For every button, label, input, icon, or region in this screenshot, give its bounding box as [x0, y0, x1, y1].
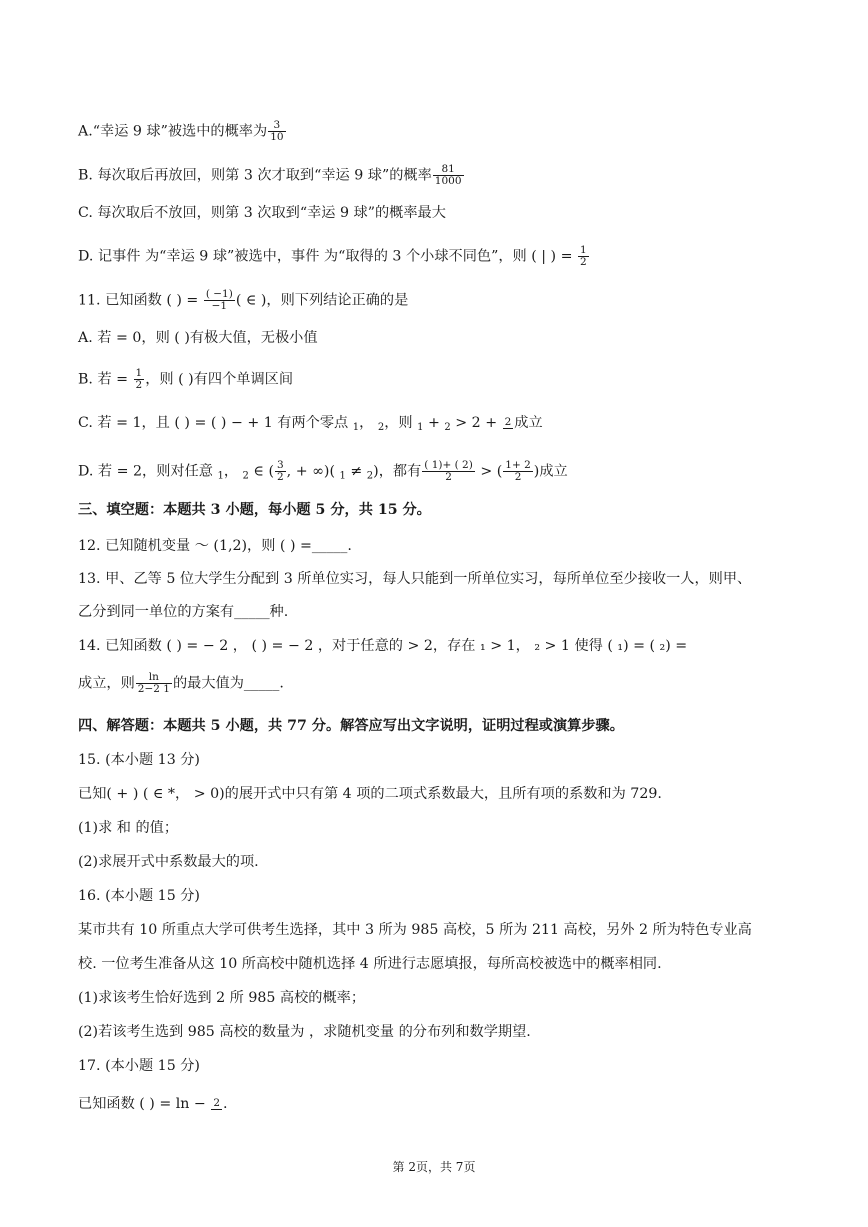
text: ≠	[345, 463, 367, 480]
q11-option-d	[78, 460, 568, 487]
text: )，都有	[373, 463, 422, 480]
q11-option-a	[78, 328, 318, 348]
text: 已知函数 ( ) = ln −	[78, 1096, 211, 1112]
text: , + ∞)(	[286, 463, 340, 480]
q16-line2: 校. 一位考生准备从这 10 所高校中随机选择 4 所进行志愿填报，每所高校被选中的概率相同.	[78, 956, 662, 972]
q11-stem-text: 11. 已知函数 ( ) =	[78, 292, 203, 309]
q14-line1: 14. 已知函数 ( ) = − 2 ， ( ) = − 2 ，对于任意的 > 2，存在 ₁ > 1， ₂ > 1 使得 ( ₁) = ( ₂) =	[78, 638, 688, 654]
subscript: 1	[339, 470, 346, 482]
q11-option-b-text: B. 若 =	[78, 371, 133, 388]
text: +	[423, 415, 445, 431]
q11-option-c	[78, 413, 543, 438]
q11-option-b-tail: ，则 ( )有四个单调区间	[145, 371, 294, 388]
q11-option-d-text: D. 若 = 2，则对任意	[78, 463, 218, 480]
subscript: 2	[366, 470, 374, 482]
q11-stem-tail: ( ∈ )，则下列结论正确的是	[235, 292, 409, 309]
fraction: 2	[504, 416, 512, 428]
q15-part1: (1)求 和 的值；	[78, 820, 179, 836]
q11-stem	[78, 289, 408, 312]
q10-option-b	[78, 164, 465, 187]
text: )成立	[533, 463, 568, 480]
q10-option-c-text: C. 每次取后不放回，则第 3 次取到“幸运 9 球”的概率最大	[78, 205, 446, 221]
q17-stem	[78, 1094, 228, 1114]
text: ，则	[384, 415, 418, 431]
fraction: 2	[213, 1097, 221, 1109]
fraction: $\frac{81}{1000}$	[434, 163, 462, 187]
subscript: 2	[444, 422, 451, 433]
q16-part2: (2)若该考生选到 985 高校的数量为 ，求随机变量 的分布列和数学期望.	[78, 1024, 531, 1040]
q15-part2: (2)求展开式中系数最大的项.	[78, 854, 259, 870]
fraction: $\frac{( 1)+ ( 2)}{2}$	[424, 459, 473, 483]
subscript: 1	[352, 422, 360, 433]
text: 成立	[514, 415, 543, 431]
q17-head: 17. (本小题 15 分)	[78, 1058, 200, 1074]
fraction: $\frac{3}{10}$	[270, 119, 284, 143]
q15-head: 15. (本小题 13 分)	[78, 752, 200, 768]
page-footer: 第 2页，共 7页	[392, 1160, 476, 1174]
fraction: $\frac{( -1)}{-1}$	[205, 288, 233, 312]
q16-line1: 某市共有 10 所重点大学可供考生选择，其中 3 所为 985 高校，5 所为 211 高校，另外 2 所为特色专业高	[78, 922, 752, 938]
q14-line2	[78, 672, 284, 695]
section-heading-fill-blank: 三、填空题：本题共 3 小题，每小题 5 分，共 15 分。	[78, 502, 431, 518]
q11-option-c-text: C. 若 = 1，且 ( ) = ( ) − + 1 有两个零点	[78, 415, 353, 431]
subscript: 1	[417, 422, 424, 433]
subscript: 2	[242, 470, 249, 482]
text: ∈ (	[248, 463, 274, 480]
q10-option-c	[78, 203, 446, 223]
fraction: $\frac{3}{2}$	[276, 459, 284, 483]
subscript: 2	[377, 422, 385, 433]
section-heading-solution: 四、解答题：本题共 5 小题，共 77 分。解答应写出文字说明，证明过程或演算步骤。	[78, 718, 624, 734]
text: 成立，则	[78, 675, 135, 692]
q10-option-a-text: A.“幸运 9 球”被选中的概率为	[78, 123, 268, 140]
q13-line2: 乙分到同一单位的方案有_____种.	[78, 604, 289, 620]
q10-option-b-text: B. 每次取后再放回，则第 3 次才取到“幸运 9 球”的概率	[78, 167, 432, 184]
fraction: $\frac{1}{2}$	[580, 244, 587, 268]
q11-option-a-text: A. 若 = 0，则 ( )有极大值，无极小值	[78, 330, 318, 346]
q15-stem: 已知( + ) ( ∈ *， > 0)的展开式中只有第 4 项的二项式系数最大，且所有项的系数和为 729.	[78, 786, 662, 802]
q11-option-b	[78, 368, 293, 391]
q10-option-a	[78, 120, 287, 143]
q16-head: 16. (本小题 15 分)	[78, 888, 200, 904]
text: ，	[359, 415, 378, 431]
q10-option-d	[78, 245, 590, 268]
text: > (	[475, 463, 503, 480]
text: .	[223, 1096, 228, 1112]
fraction: $\frac{1}{2}$	[135, 367, 143, 391]
subscript: 1	[217, 470, 224, 482]
text: > 2 +	[450, 415, 502, 431]
fraction: $\frac{\ln}{2-2 1}$	[137, 671, 170, 695]
q16-part1: (1)求该考生恰好选到 2 所 985 高校的概率；	[78, 990, 366, 1006]
q13-line1: 13. 甲、乙等 5 位大学生分配到 3 所单位实习，每人只能到一所单位实习，每所单位至少接收一人，则甲、	[78, 571, 752, 587]
text: 的最大值为_____.	[172, 675, 284, 692]
text: ，	[223, 463, 243, 480]
q12: 12. 已知随机变量 ～ (1,2)，则 ( ) =_____.	[78, 538, 352, 554]
fraction: $\frac{1+ 2}{2}$	[505, 459, 531, 483]
q10-option-d-text: D. 记事件 为“幸运 9 球”被选中，事件 为“取得的 3 个小球不同色”，则 ( | ) =	[78, 248, 577, 265]
